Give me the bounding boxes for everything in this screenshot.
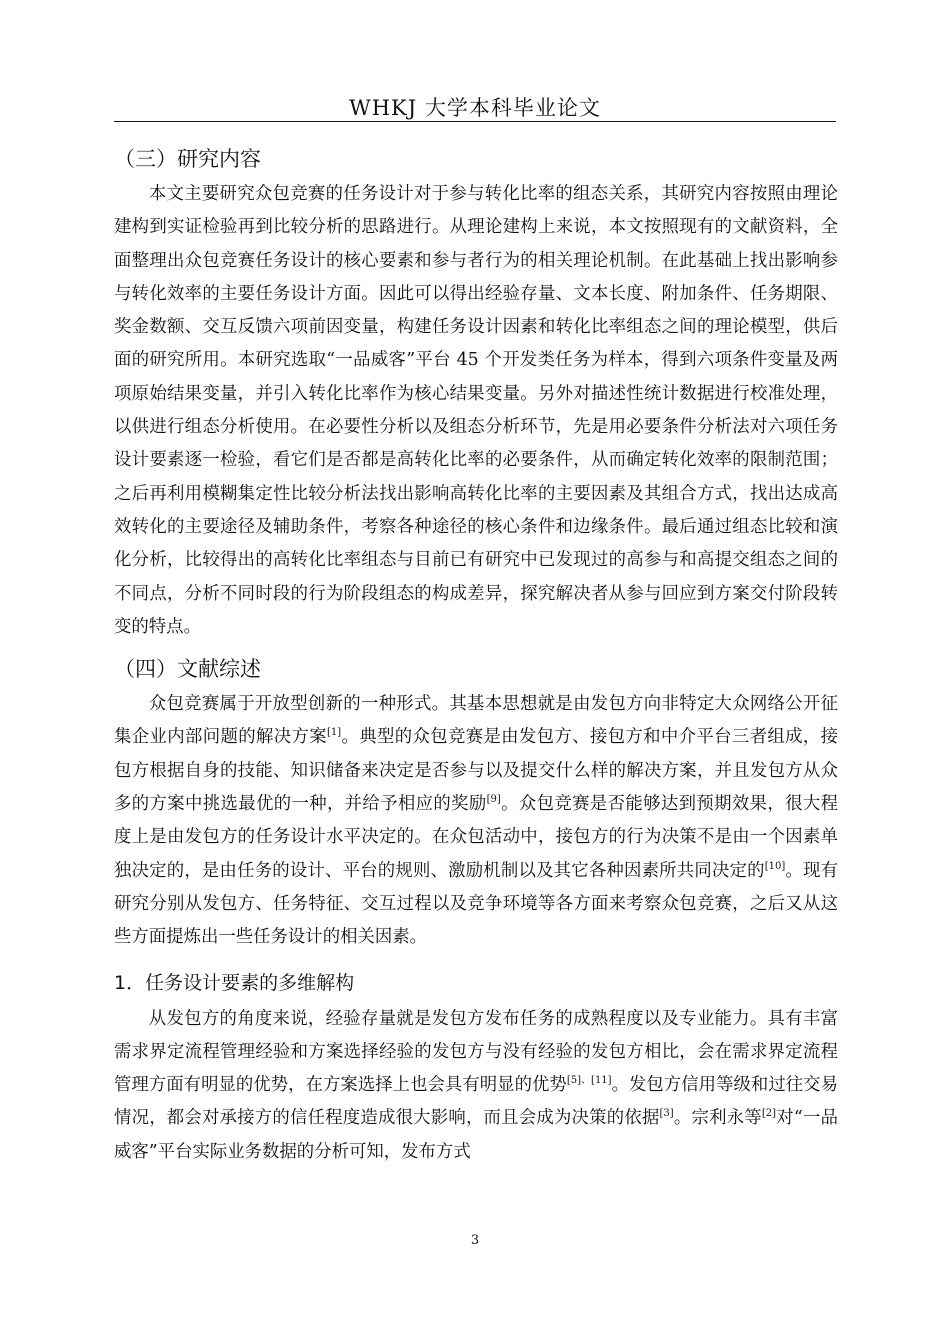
- paragraph-research-content: 本文主要研究众包竞赛的任务设计对于参与转化比率的组态关系，其研究内容按照由理论建构到实证检验再到比较分析的思路进行。从理论建构上来说，本文按照现有的文献资料，全面整理出众包竞赛任务设计的核心要素和参与者行为的相关理论机制。在此基础上找出影响参与转化效率的主要任务设计方面。因此可以得出经验存量、文本长度、附加条件、任务期限、奖金数额、交互反馈六项前因变量，构建任务设计因素和转化比率组态之间的理论模型，供后面的研究所用。本研究选取“一品威客”平台 45 个开发类任务为样本，得到六项条件变量及两项原始结果变量，并引入转化比率作为核心结果变量。另外对描述性统计数据进行校准处理，以供进行组态分析使用。在必要性分析以及组态分析环节，先是用必要条件分析法对六项任务设计要素逐一检验，看它们是否都是高转化比率的必要条件，从而确定转化效率的限制范围；之后再利用模糊集定性比较分析法找出影响高转化比率的主要因素及其组合方式，找出达成高效转化的主要途径及辅助条件，考察各种途径的核心条件和边缘条件。最后通过组态比较和演化分析，比较得出的高转化比率组态与目前已有研究中已发现过的高参与和高提交组态之间的不同点，分析不同时段的行为阶段组态的构成差异，探究解决者从参与回应到方案交付阶段转变的特点。: [114, 184, 838, 637]
- heading-research-content: （三）研究内容: [114, 147, 261, 171]
- citation: [1]: [326, 727, 342, 739]
- citation: [5]、[11]: [566, 1075, 612, 1087]
- text-segment: 。宗利永等: [673, 1108, 762, 1129]
- citation: [3]: [659, 1108, 674, 1120]
- text-segment: 从发包方的角度来说，经验存量就是发包方发布任务的成熟程度以及专业能力。具有丰富需求界定流程管理经验和方案选择经验的发包方与没有经验的发包方相比，会在需求界定流程管理方面有明显的优势，在方案选择上也会具有明显的优势: [114, 1008, 838, 1096]
- text-segment: 。众包竞赛是否能够达到预期效果，很大程度上是由发包方的任务设计水平决定的。在众包活动中，接包方的行为决策不是由一个因素单独决定的，是由任务的设计、平台的规则、激励机制以及其它各种因素所共同决定的: [114, 794, 838, 881]
- paragraph-literature-review: [114, 688, 838, 954]
- citation: [10]: [764, 860, 786, 872]
- text-segment: 。发包方信用等级和过往交易情况，都会对承接方的信任程度造成很大影响，而且会成为决策的依据: [114, 1075, 838, 1129]
- page-number: 3: [470, 1233, 480, 1248]
- header-divider: [114, 121, 836, 122]
- text-segment: 。典型的众包竞赛是由发包方、接包方和中介平台三者组成，接包方根据自身的技能、知识储备来决定是否参与以及提交什么样的解决方案，并且发包方从众多的方案中挑选最优的一种，并给予相应的奖励: [114, 727, 838, 815]
- text-segment: 。现有研究分别从发包方、任务特征、交互过程以及竞争环境等各方面来考察众包竞赛，之后又从这些方面提炼出一些任务设计的相关因素。: [114, 860, 838, 948]
- heading-literature-review: （四）文献综述: [114, 657, 261, 682]
- running-header: WHKJ 大学本科毕业论文: [349, 96, 601, 120]
- citation: [9]: [486, 794, 501, 806]
- heading-task-design: 1．任务设计要素的多维解构: [114, 971, 355, 994]
- paragraph-task-design: [114, 1003, 838, 1169]
- page-body: [114, 140, 838, 1169]
- citation: [2]: [761, 1108, 777, 1120]
- text-segment: 对“一品威客”平台实际业务数据的分析可知，发布方式: [114, 1108, 838, 1162]
- text-segment: 众包竞赛属于开放型创新的一种形式。其基本思想就是由发包方向非特定大众网络公开征集企业内部问题的解决方案: [114, 694, 838, 748]
